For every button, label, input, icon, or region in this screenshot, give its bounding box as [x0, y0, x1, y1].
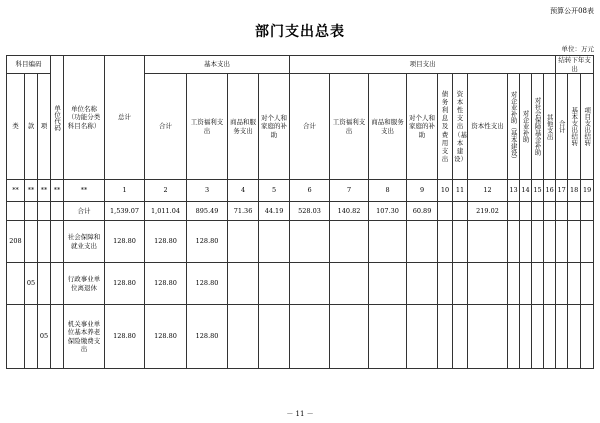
project-enterprise-header: 对企业补助 — [520, 74, 532, 180]
project-capital-cell — [468, 221, 508, 263]
class-cell — [7, 305, 25, 369]
unit-code-cell — [51, 263, 64, 305]
basic-salary-cell: 128.80 — [187, 305, 228, 369]
project-enterprise-construction-header: 对企业补助（基本建设） — [508, 74, 520, 180]
transfer-header: 结转下年支出 — [556, 56, 594, 74]
basic-goods-header: 商品和服务支出 — [228, 74, 259, 180]
sub-item-cell — [38, 221, 51, 263]
empty-cell — [544, 202, 556, 221]
basic-subsidy-cell — [259, 305, 290, 369]
page-number: － 11 － — [286, 410, 314, 418]
empty-cell — [532, 263, 544, 305]
index-cell: ** — [7, 180, 25, 202]
index-cell: 7 — [330, 180, 369, 202]
empty-cell — [520, 305, 532, 369]
project-salary-cell — [330, 305, 369, 369]
index-cell: 14 — [520, 180, 532, 202]
project-subsidy-cell — [407, 221, 438, 263]
index-cell: 1 — [105, 180, 145, 202]
empty-cell — [520, 221, 532, 263]
empty-cell — [532, 221, 544, 263]
basic-total-cell: 1,011.04 — [145, 202, 187, 221]
index-cell: 15 — [532, 180, 544, 202]
index-cell: 6 — [290, 180, 330, 202]
index-cell: 19 — [581, 180, 594, 202]
unit-name-cell: 合计 — [64, 202, 105, 221]
index-cell: 18 — [568, 180, 581, 202]
project-capital-construction-header: 资本性支出（基本建设） — [453, 74, 468, 180]
project-capital-cell — [468, 305, 508, 369]
empty-cell — [438, 202, 453, 221]
project-debt-header: 债务利息及费用支出 — [438, 74, 453, 180]
empty-cell — [568, 305, 581, 369]
project-subsidy-header: 对个人和家庭的补助 — [407, 74, 438, 180]
index-cell: ** — [51, 180, 64, 202]
index-cell: ** — [38, 180, 51, 202]
sub-item-cell: 05 — [38, 305, 51, 369]
table-row — [7, 221, 594, 263]
project-header: 项目支出 — [290, 56, 556, 74]
index-cell: 16 — [544, 180, 556, 202]
unit-name-cell: 社会保障和就业支出 — [64, 221, 105, 263]
index-cell: 5 — [259, 180, 290, 202]
index-cell: 11 — [453, 180, 468, 202]
class-header: 类 — [7, 74, 25, 180]
form-code: 预算公开08表 — [550, 7, 594, 15]
project-capital-header: 资本性支出 — [468, 74, 508, 180]
unit-code-cell — [51, 202, 64, 221]
index-cell: 10 — [438, 180, 453, 202]
index-cell: ** — [64, 180, 105, 202]
project-social-header: 对社会保障基金补助 — [532, 74, 544, 180]
sub-item-cell — [38, 202, 51, 221]
project-goods-cell — [369, 221, 407, 263]
basic-header: 基本支出 — [145, 56, 290, 74]
empty-cell — [556, 263, 568, 305]
project-total-header: 合计 — [290, 74, 330, 180]
basic-salary-cell: 128.80 — [187, 221, 228, 263]
project-subsidy-cell: 60.89 — [407, 202, 438, 221]
transfer-basic-header: 基本支出结转 — [568, 74, 581, 180]
empty-cell — [556, 221, 568, 263]
sub-item-cell — [38, 263, 51, 305]
project-subsidy-cell — [407, 305, 438, 369]
empty-cell — [438, 263, 453, 305]
project-total-cell — [290, 221, 330, 263]
project-capital-cell — [468, 263, 508, 305]
index-cell: 2 — [145, 180, 187, 202]
project-total-cell — [290, 305, 330, 369]
project-goods-cell — [369, 263, 407, 305]
project-salary-cell — [330, 221, 369, 263]
basic-total-cell: 128.80 — [145, 221, 187, 263]
basic-total-cell: 128.80 — [145, 263, 187, 305]
project-salary-header: 工资福利支出 — [330, 74, 369, 180]
basic-subsidy-cell: 44.19 — [259, 202, 290, 221]
unit-name-cell: 机关事业单位基本养老保险缴费支出 — [64, 305, 105, 369]
empty-cell — [453, 305, 468, 369]
empty-cell — [508, 221, 520, 263]
item-cell: 05 — [25, 263, 38, 305]
class-cell — [7, 202, 25, 221]
index-row — [7, 180, 594, 202]
transfer-total-header: 合计 — [556, 74, 568, 180]
index-cell: 3 — [187, 180, 228, 202]
empty-cell — [508, 263, 520, 305]
item-cell — [25, 221, 38, 263]
basic-goods-cell — [228, 221, 259, 263]
empty-cell — [581, 221, 594, 263]
empty-cell — [568, 263, 581, 305]
empty-cell — [438, 221, 453, 263]
basic-subsidy-header: 对个人和家庭的补助 — [259, 74, 290, 180]
project-salary-cell — [330, 263, 369, 305]
basic-goods-cell: 71.36 — [228, 202, 259, 221]
empty-cell — [568, 221, 581, 263]
unit-name-header: 单位名称（功能分类科目名称） — [64, 56, 105, 180]
basic-goods-cell — [228, 263, 259, 305]
empty-cell — [532, 202, 544, 221]
empty-cell — [581, 305, 594, 369]
empty-cell — [544, 263, 556, 305]
project-salary-cell: 140.82 — [330, 202, 369, 221]
total-cell: 128.80 — [105, 305, 145, 369]
unit-code-header: 单位代码 — [51, 56, 64, 180]
project-goods-cell: 107.30 — [369, 202, 407, 221]
empty-cell — [556, 305, 568, 369]
empty-cell — [438, 305, 453, 369]
total-cell: 128.80 — [105, 263, 145, 305]
empty-cell — [556, 202, 568, 221]
transfer-project-header: 项目支出结转 — [581, 74, 594, 180]
total-cell: 128.80 — [105, 221, 145, 263]
basic-goods-cell — [228, 305, 259, 369]
basic-total-cell: 128.80 — [145, 305, 187, 369]
unit-name-cell: 行政事业单位离退休 — [64, 263, 105, 305]
total-cell: 1,539.07 — [105, 202, 145, 221]
project-total-cell — [290, 263, 330, 305]
table-row — [7, 305, 594, 369]
empty-cell — [453, 221, 468, 263]
table-row — [7, 202, 594, 221]
item-cell — [25, 305, 38, 369]
total-header: 总计 — [105, 56, 145, 180]
empty-cell — [568, 202, 581, 221]
index-cell: 9 — [407, 180, 438, 202]
header-row-1 — [7, 56, 594, 74]
empty-cell — [581, 202, 594, 221]
table-row — [7, 263, 594, 305]
empty-cell — [532, 305, 544, 369]
item-header: 款 — [25, 74, 38, 180]
empty-cell — [520, 263, 532, 305]
index-cell: 8 — [369, 180, 407, 202]
project-goods-header: 商品和服务支出 — [369, 74, 407, 180]
empty-cell — [544, 305, 556, 369]
basic-salary-cell: 128.80 — [187, 263, 228, 305]
project-subsidy-cell — [407, 263, 438, 305]
project-total-cell: 528.03 — [290, 202, 330, 221]
empty-cell — [453, 263, 468, 305]
project-other-header: 其他支出 — [544, 74, 556, 180]
project-goods-cell — [369, 305, 407, 369]
basic-total-header: 合计 — [145, 74, 187, 180]
page-title: 部门支出总表 — [255, 24, 345, 40]
unit-code-cell — [51, 305, 64, 369]
basic-salary-header: 工资福利支出 — [187, 74, 228, 180]
basic-salary-cell: 895.49 — [187, 202, 228, 221]
empty-cell — [453, 202, 468, 221]
item-cell — [25, 202, 38, 221]
empty-cell — [581, 263, 594, 305]
subject-code-header: 科目编码 — [7, 56, 51, 74]
empty-cell — [508, 202, 520, 221]
index-cell: ** — [25, 180, 38, 202]
index-cell: 13 — [508, 180, 520, 202]
index-cell: 17 — [556, 180, 568, 202]
project-capital-cell: 219.02 — [468, 202, 508, 221]
index-cell: 4 — [228, 180, 259, 202]
unit-label: 单位：万元 — [561, 45, 594, 53]
class-cell: 208 — [7, 221, 25, 263]
unit-code-cell — [51, 221, 64, 263]
class-cell — [7, 263, 25, 305]
expenditure-table — [6, 55, 594, 369]
sub-item-header: 项 — [38, 74, 51, 180]
empty-cell — [508, 305, 520, 369]
index-cell: 12 — [468, 180, 508, 202]
empty-cell — [520, 202, 532, 221]
basic-subsidy-cell — [259, 221, 290, 263]
basic-subsidy-cell — [259, 263, 290, 305]
empty-cell — [544, 221, 556, 263]
